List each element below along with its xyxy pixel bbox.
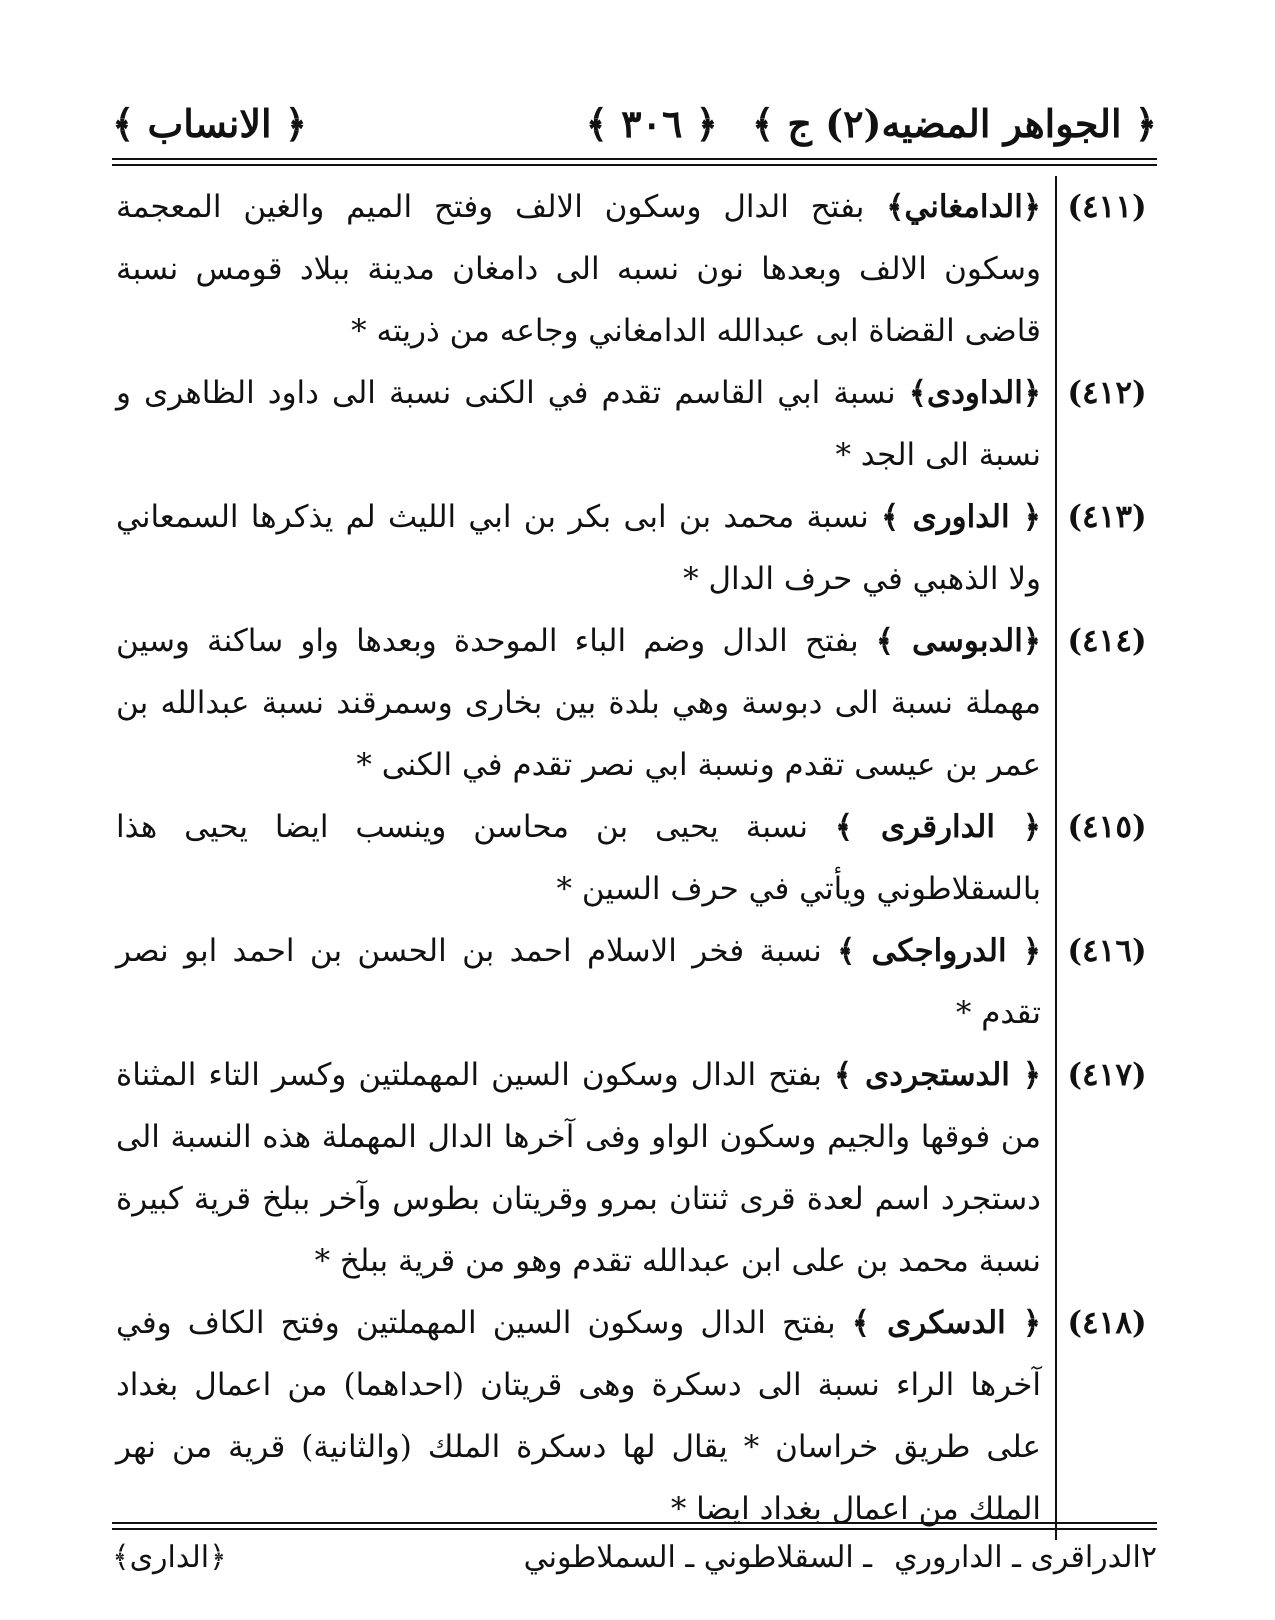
entry-text xyxy=(112,1044,1057,1292)
entry-text xyxy=(112,1292,1057,1540)
entry-411 xyxy=(112,176,1157,362)
entry-number: (٤١٥) xyxy=(1067,809,1147,845)
entry-text xyxy=(112,796,1057,920)
footer-rule-top xyxy=(112,1522,1157,1524)
entry-definition: بفتح الدال وسكون السين المهملتين وكسر التاء المثناة من فوقها والجيم وسكون الواو وفى آخرها الدال المهملة هذه النسبة الى دستجرد اسم لعدة قرى ثنتان بمرو وقريتان بطوس وآخر ببلخ قرية كبيرة نسبة محمد بن على ابن عبدالله تقدم وهو من قرية ببلخ * xyxy=(116,1057,1041,1279)
entry-headword: ﴿الداودى﴾ xyxy=(908,375,1041,411)
header-rule-bottom xyxy=(112,164,1157,166)
entry-413 xyxy=(112,486,1157,610)
page-header xyxy=(112,88,1157,158)
entry-definition: بفتح الدال وسكون السين المهملتين وفتح الكاف وفي آخرها الراء نسبة الى دسكرة وهى قريتان (احداهما) من اعمال بغداد على طريق خراسان * يقال لها دسكرة الملك (والثانية) قرية من نهر الملك من اعمال بغداد ايضا * xyxy=(116,1305,1041,1527)
entry-417 xyxy=(112,1044,1157,1292)
entry-number: (٤١١) xyxy=(1067,189,1147,225)
entry-headword: ﴿ الدستجردى ﴾ xyxy=(833,1057,1042,1093)
section-title: ﴿ الانساب ﴾ xyxy=(112,100,308,146)
entry-text xyxy=(112,920,1057,1044)
entries-list xyxy=(112,176,1157,1540)
entry-414 xyxy=(112,610,1157,796)
entry-number: (٤١٧) xyxy=(1067,1057,1147,1093)
entry-text xyxy=(112,610,1057,796)
entry-number: (٤١٤) xyxy=(1067,623,1147,659)
entry-definition: بفتح الدال وسكون الالف وفتح الميم والغين المعجمة وسكون الالف وبعدها نون نسبه الى دامغان مدينة ببلاد قومس نسبة قاضى القضاة ابى عبدالله الدامغاني وجاعه من ذريته * xyxy=(116,189,1041,349)
header-rule-top xyxy=(112,158,1157,160)
footnote: ـ السقلاطوني ـ السملاطوني xyxy=(523,1540,873,1575)
entry-definition: نسبة ابي القاسم تقدم في الكنى نسبة الى داود الظاهرى و نسبة الى الجد * xyxy=(116,375,1041,473)
entry-text xyxy=(112,486,1057,610)
entry-412 xyxy=(112,362,1157,486)
entry-text xyxy=(112,176,1057,362)
entry-418 xyxy=(112,1292,1157,1540)
footnote: ٢الدراقرى ـ الداروري xyxy=(894,1540,1157,1575)
book-title: ﴿ الجواهر المضيه(٢) ج ﴾ xyxy=(751,100,1157,146)
entry-headword: ﴿الدبوسى ﴾ xyxy=(875,623,1041,659)
footnotes xyxy=(524,1540,1157,1575)
header-right-group xyxy=(586,101,1157,146)
entry-definition: نسبة يحيى بن محاسن وينسب ايضا يحيى هذا بالسقلاطوني ويأتي في حرف السين * xyxy=(116,809,1041,907)
entry-definition: نسبة فخر الاسلام احمد بن الحسن بن احمد ابو نصر تقدم * xyxy=(116,933,1041,1031)
footer-rule-bottom xyxy=(112,1528,1157,1530)
entry-headword: ﴿الدامغاني﴾ xyxy=(886,189,1041,225)
entry-416 xyxy=(112,920,1157,1044)
entry-number: (٤١٨) xyxy=(1067,1305,1147,1341)
entry-415 xyxy=(112,796,1157,920)
entry-headword: ﴿ الدرواجكى ﴾ xyxy=(837,933,1041,969)
entry-headword: ﴿ الدارقرى ﴾ xyxy=(834,809,1041,845)
entry-number: (٤١٣) xyxy=(1067,499,1147,535)
page-number: ﴿ ٣٠٦ ﴾ xyxy=(585,100,718,146)
entry-text xyxy=(112,362,1057,486)
entry-number: (٤١٦) xyxy=(1067,933,1147,969)
page-footer xyxy=(112,1540,1157,1575)
entry-headword: ﴿ الداورى ﴾ xyxy=(881,499,1041,535)
entry-definition: نسبة محمد بن ابى بكر بن ابي الليث لم يذكرها السمعاني ولا الذهبي في حرف الدال * xyxy=(116,499,1041,597)
entry-definition: بفتح الدال وضم الباء الموحدة وبعدها واو ساكنة وسين مهملة نسبة الى دبوسة وهي بلدة بين بخارى وسمرقند نسبة عبدالله بن عمر بن عيسى تقدم ونسبة ابي نصر تقدم في الكنى * xyxy=(116,623,1041,783)
entry-headword: ﴿ الدسكرى ﴾ xyxy=(851,1305,1041,1341)
catchword: ﴿الدارى﴾ xyxy=(112,1540,227,1575)
entry-number: (٤١٢) xyxy=(1067,375,1147,411)
